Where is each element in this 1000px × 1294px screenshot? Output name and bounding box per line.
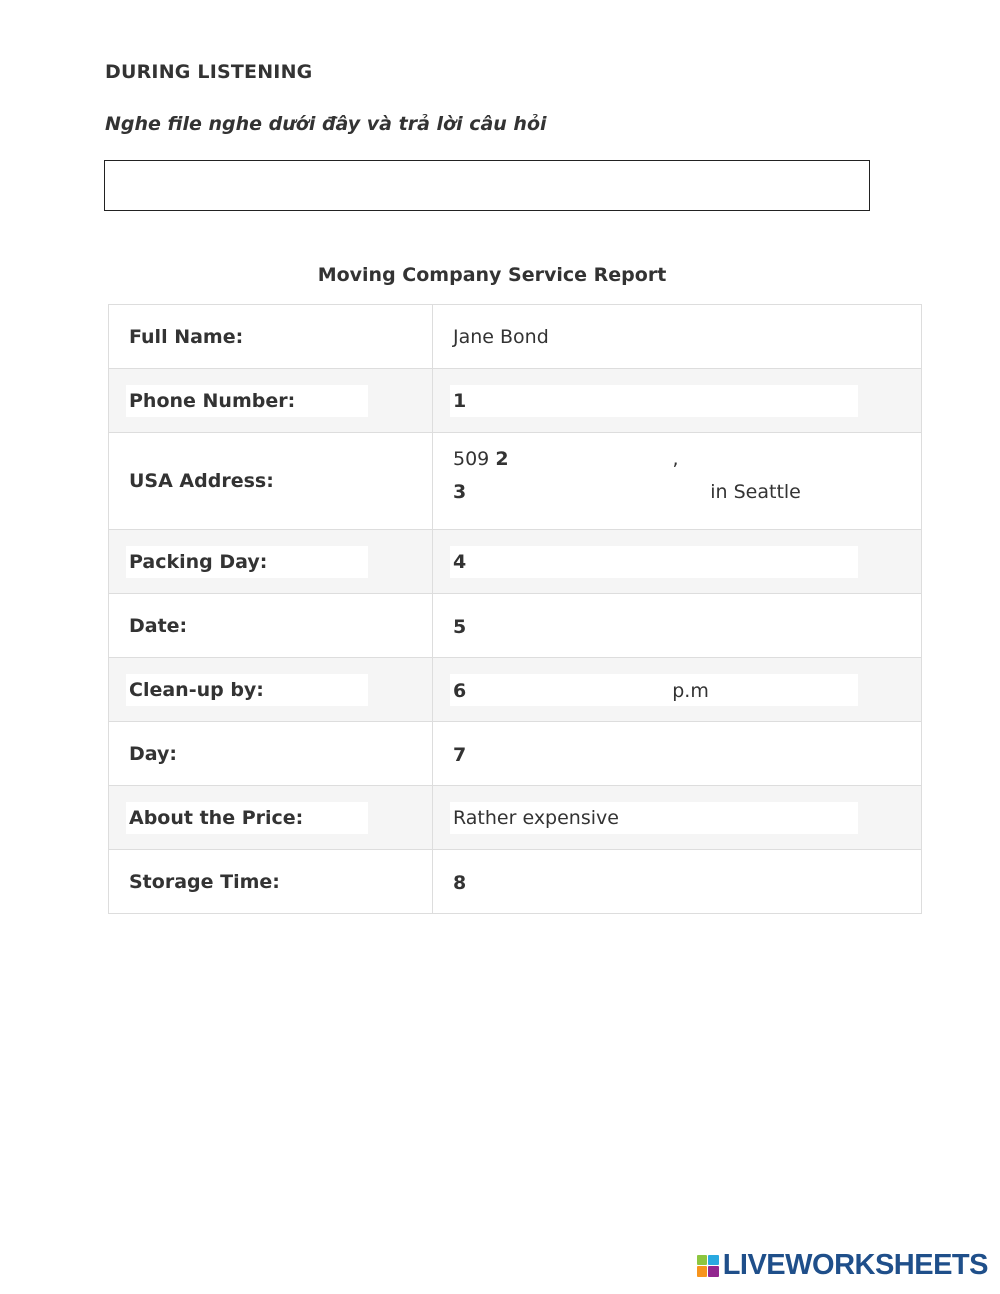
address-suffix: in Seattle: [710, 481, 801, 503]
label-cell: [109, 850, 433, 914]
audio-player-box[interactable]: [104, 160, 870, 211]
value-cell: [433, 786, 922, 850]
row-label: Clean-up by:: [129, 678, 264, 701]
value-cell: [433, 722, 922, 786]
label-cell: [109, 722, 433, 786]
question-number-4: 4: [453, 550, 467, 573]
address-line-1: [453, 446, 679, 470]
question-number-2: 2: [495, 448, 509, 470]
full-name-value: Jane Bond: [453, 325, 549, 348]
question-number-6: 6: [453, 679, 467, 702]
address-prefix: 509: [453, 448, 490, 470]
liveworksheets-logo-icon: [697, 1255, 719, 1277]
table-row: [109, 722, 922, 786]
row-label: Packing Day:: [129, 550, 268, 573]
label-cell: [109, 530, 433, 594]
label-cell: [109, 594, 433, 658]
label-cell: [109, 305, 433, 369]
table-row: [109, 594, 922, 658]
question-number-5: 5: [453, 615, 467, 638]
answer-field-5[interactable]: [466, 614, 766, 633]
value-cell: [433, 369, 922, 433]
question-number-1: 1: [453, 389, 467, 412]
value-cell: [433, 850, 922, 914]
answer-field-7[interactable]: [466, 742, 766, 761]
table-row: [109, 850, 922, 914]
value-cell: [433, 305, 922, 369]
value-cell: [433, 530, 922, 594]
question-number-3: 3: [453, 481, 467, 503]
instruction-text: Nghe file nghe dưới đây và trả lời câu hỏi: [105, 113, 547, 135]
table-row: [109, 786, 922, 850]
row-label: Date:: [129, 614, 188, 637]
time-suffix: p.m: [672, 679, 709, 702]
address-comma: ,: [672, 448, 679, 470]
label-cell: [109, 433, 433, 530]
answer-field-3[interactable]: [466, 479, 710, 498]
row-label: Phone Number:: [129, 389, 296, 412]
section-heading: DURING LISTENING: [105, 61, 313, 83]
table-row: [109, 658, 922, 722]
table-row: [109, 530, 922, 594]
table-row: [109, 433, 922, 530]
price-value: Rather expensive: [453, 806, 619, 829]
value-cell: [433, 433, 922, 530]
answer-field-4[interactable]: [450, 546, 858, 578]
value-cell: [433, 658, 922, 722]
report-table: [108, 304, 922, 914]
row-label: USA Address:: [129, 470, 274, 492]
row-label: Full Name:: [129, 325, 244, 348]
question-number-8: 8: [453, 871, 467, 894]
row-label: Day:: [129, 742, 177, 765]
row-label: About the Price:: [129, 806, 304, 829]
question-number-7: 7: [453, 743, 467, 766]
table-row: [109, 369, 922, 433]
brand-footer: [697, 1249, 988, 1282]
answer-field-2[interactable]: [509, 446, 673, 465]
report-title: Moving Company Service Report: [317, 264, 667, 286]
label-cell: [109, 369, 433, 433]
table-row: [109, 305, 922, 369]
answer-field-8[interactable]: [466, 870, 766, 889]
answer-field-1[interactable]: [450, 385, 858, 417]
brand-name: LIVEWORKSHEETS: [722, 1249, 988, 1281]
label-cell: [109, 786, 433, 850]
row-label: Storage Time:: [129, 870, 280, 893]
label-cell: [109, 658, 433, 722]
value-cell: [433, 594, 922, 658]
address-line-2: [453, 479, 801, 503]
